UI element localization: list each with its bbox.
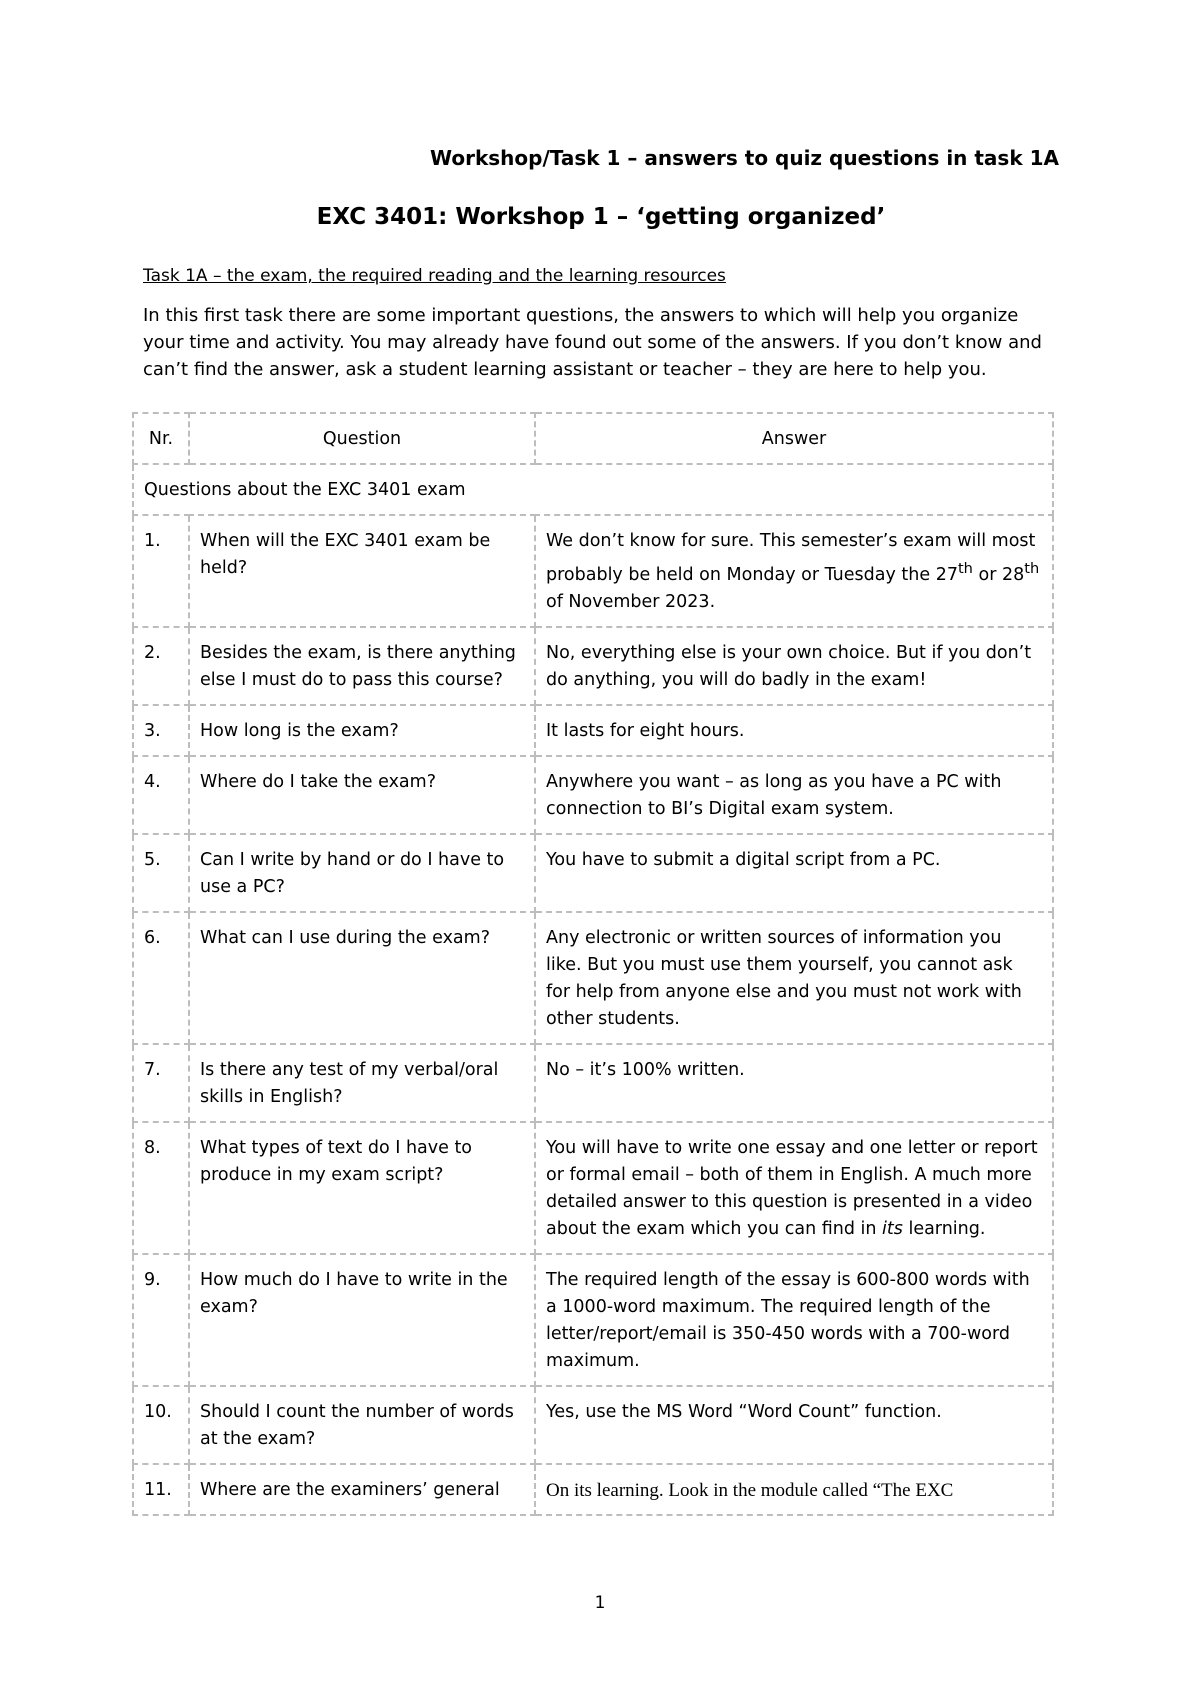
row-question: Is there any test of my verbal/oral skills in English? (189, 1044, 535, 1122)
row-number: 10. (133, 1386, 189, 1464)
header-question: Question (189, 413, 535, 464)
table-header-row (133, 413, 1053, 464)
table-row (133, 1386, 1053, 1464)
answer-text: learning. (902, 1218, 986, 1239)
table-row (133, 515, 1053, 627)
answer-text: of November 2023. (546, 591, 716, 612)
row-number: 6. (133, 912, 189, 1044)
row-answer: You have to submit a digital script from a PC. (535, 834, 1053, 912)
page-number: 1 (594, 1593, 606, 1613)
section-header-row (133, 464, 1053, 515)
row-question: How much do I have to write in the exam? (189, 1254, 535, 1386)
row-answer: Anywhere you want – as long as you have a PC with connection to BI’s Digital exam system. (535, 756, 1053, 834)
header-line: Workshop/Task 1 – answers to quiz questions in task 1A (430, 146, 1059, 170)
row-question: How long is the exam? (189, 705, 535, 756)
row-answer: No – it’s 100% written. (535, 1044, 1053, 1122)
header-answer: Answer (535, 413, 1053, 464)
row-question: Where are the examiners’ general (189, 1464, 535, 1515)
row-number: 11. (133, 1464, 189, 1515)
row-number: 5. (133, 834, 189, 912)
ordinal-suffix: th (957, 560, 973, 577)
page-title: EXC 3401: Workshop 1 – ‘getting organized’ (316, 204, 886, 230)
row-answer: The required length of the essay is 600-800 words with a 1000-word maximum. The required length of the letter/report/email is 350-450 words with a 700-word maximum. (535, 1254, 1053, 1386)
task-heading: Task 1A – the exam, the required reading and the learning resources (143, 266, 726, 286)
row-number: 3. (133, 705, 189, 756)
row-question: Besides the exam, is there anything else I must do to pass this course? (189, 627, 535, 705)
row-answer: On its learning. Look in the module called “The EXC (535, 1464, 1053, 1515)
table-row (133, 912, 1053, 1044)
row-answer: It lasts for eight hours. (535, 705, 1053, 756)
row-question: Should I count the number of words at the exam? (189, 1386, 535, 1464)
row-number: 1. (133, 515, 189, 627)
intro-paragraph (143, 302, 1059, 383)
table-row (133, 1254, 1053, 1386)
answer-text: or 28 (972, 564, 1025, 585)
row-answer: Yes, use the MS Word “Word Count” function. (535, 1386, 1053, 1464)
section-title: Questions about the EXC 3401 exam (133, 464, 1053, 515)
row-answer (535, 1122, 1053, 1254)
table-row (133, 1044, 1053, 1122)
row-answer (535, 515, 1053, 627)
row-number: 4. (133, 756, 189, 834)
answer-text: We don’t know for sure. This semester’s exam will most probably be held on Monday or Tuesday the 27 (546, 531, 1036, 585)
intro-text: In this first task there are some important questions, the answers to which will help you organize your time and activity. You may already have found out some of the answers. If you don’t know and can’t find the answer, ask a student learning assistant or teacher – they are here to help you. (143, 305, 1042, 380)
row-answer: No, everything else is your own choice. But if you don’t do anything, you will do badly in the exam! (535, 627, 1053, 705)
row-number: 2. (133, 627, 189, 705)
table-row (133, 705, 1053, 756)
answer-emphasis: its (882, 1218, 903, 1239)
qa-table (132, 412, 1054, 1516)
table-row (133, 834, 1053, 912)
row-number: 9. (133, 1254, 189, 1386)
table-row (133, 1122, 1053, 1254)
row-number: 8. (133, 1122, 189, 1254)
row-question: When will the EXC 3401 exam be held? (189, 515, 535, 627)
table-row (133, 627, 1053, 705)
table-row (133, 756, 1053, 834)
row-question: What types of text do I have to produce in my exam script? (189, 1122, 535, 1254)
ordinal-suffix: th (1024, 560, 1040, 577)
header-nr: Nr. (133, 413, 189, 464)
row-number: 7. (133, 1044, 189, 1122)
row-question: Can I write by hand or do I have to use a PC? (189, 834, 535, 912)
table-row (133, 1464, 1053, 1515)
row-question: What can I use during the exam? (189, 912, 535, 1044)
row-answer: Any electronic or written sources of information you like. But you must use them yourself, you cannot ask for help from anyone else and you must not work with other students. (535, 912, 1053, 1044)
answer-text: You will have to write one essay and one letter or report or formal email – both of them in English. A much more detailed answer to this question is presented in a video about the exam which you can find in (546, 1137, 1038, 1239)
row-question: Where do I take the exam? (189, 756, 535, 834)
